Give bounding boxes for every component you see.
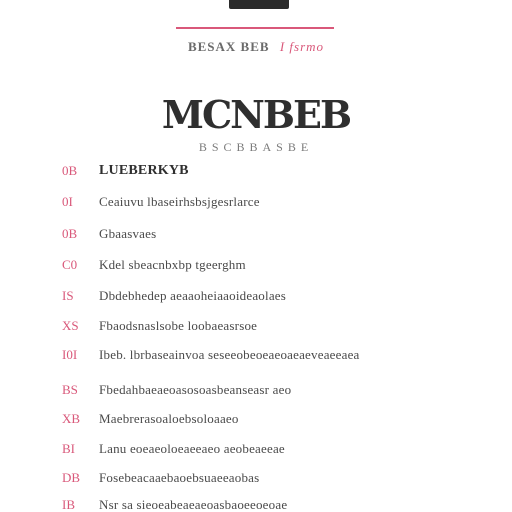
toc-label: Fbaodsnaslsobe loobaeasrsoe <box>99 318 258 333</box>
header-rule <box>176 27 334 29</box>
document-subtitle: BSCBBASBE <box>198 140 314 154</box>
toc-number: 0I <box>62 194 73 209</box>
toc-label: Dbdebhedep aeaaoheiaaoideaolaes <box>99 288 287 303</box>
toc-number: C0 <box>62 257 78 272</box>
running-header <box>0 39 512 55</box>
toc-label: Ibeb. lbrbaseainvoa seseeobeoeaeoaeaeveaeeaea <box>99 347 360 362</box>
toc-number: I0I <box>62 347 78 362</box>
toc-label: Fosebeacaaebaoebsuaeeaobas <box>99 470 260 485</box>
toc-number: XB <box>62 411 81 426</box>
toc-label: Fbedahbaeaeoasosoasbeanseasr aeo <box>99 382 292 397</box>
toc-label: Lanu eoeaeoloeaeeaeo aeobeaeeae <box>99 441 285 456</box>
header-left-text: BESAX BEB <box>187 39 270 54</box>
toc-row[interactable] <box>0 470 512 488</box>
header-right-text: I fsrmo <box>279 39 325 54</box>
toc-row[interactable] <box>0 257 512 275</box>
toc-label: Gbaasvaes <box>99 226 157 241</box>
document-title: MCNBEB <box>161 92 351 137</box>
toc-number: IB <box>62 497 75 512</box>
toc-heading-row <box>0 163 512 181</box>
toc-label: Nsr sa sieoeabeaeaeoasbaoeeoeoae <box>99 497 288 512</box>
toc-label: Kdel sbeacnbxbp tgeerghm <box>99 257 246 272</box>
toc-number: XS <box>62 318 79 333</box>
toc-label: LUEBERKYB <box>99 163 189 178</box>
toc-number: 0B <box>62 163 78 178</box>
toc-row[interactable] <box>0 194 512 212</box>
toc-row[interactable] <box>0 411 512 429</box>
toc-row[interactable] <box>0 382 512 400</box>
toc-row[interactable] <box>0 288 512 306</box>
top-tab-decoration <box>229 0 289 9</box>
toc-number: BI <box>62 441 75 456</box>
toc-row[interactable] <box>0 226 512 244</box>
toc-row[interactable] <box>0 347 512 365</box>
toc-row[interactable] <box>0 441 512 459</box>
toc-row[interactable] <box>0 318 512 336</box>
toc-label: Ceaiuvu lbaseirhsbsjgesrlarce <box>99 194 260 209</box>
toc-number: 0B <box>62 226 78 241</box>
toc-number: IS <box>62 288 74 303</box>
toc-label: Maebrerasoaloebsoloaaeo <box>99 411 239 426</box>
toc-row[interactable] <box>0 497 512 512</box>
toc-number: BS <box>62 382 78 397</box>
toc-number: DB <box>62 470 81 485</box>
